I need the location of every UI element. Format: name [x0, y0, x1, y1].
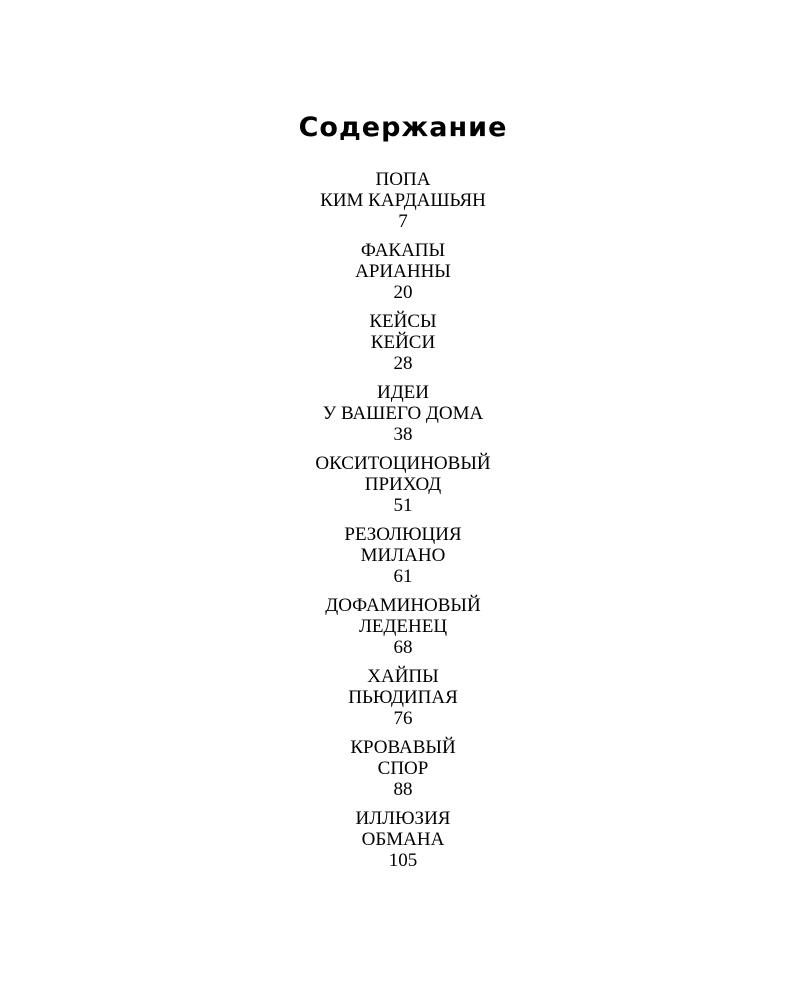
toc-entry-title-line-1: КЕЙСЫ — [369, 311, 437, 332]
toc-entry — [0, 169, 800, 240]
toc-entry — [0, 382, 800, 453]
toc-entry-title-line-2: АРИАННЫ — [355, 261, 451, 282]
toc-entry — [0, 595, 800, 666]
toc-entry-title-line-2: КИМ КАРДАШЬЯН — [320, 190, 486, 211]
toc-entry-title-line-2: МИЛАНО — [360, 545, 446, 566]
toc-entry-page-number: 51 — [393, 495, 413, 516]
toc-entry-page-number: 28 — [393, 353, 413, 374]
toc-entry — [0, 737, 800, 808]
toc-entry — [0, 808, 800, 879]
toc-entry-title-line-1: ИДЕИ — [376, 382, 429, 403]
table-of-contents — [0, 169, 800, 879]
toc-entry-title-line-1: КРОВАВЫЙ — [350, 737, 456, 758]
toc-entry-title-line-2: ЛЕДЕНЕЦ — [358, 616, 448, 637]
toc-entry-page-number: 105 — [388, 850, 418, 871]
toc-entry-title-line-2: ПЬЮДИПАЯ — [348, 687, 458, 708]
toc-entry-page-number: 61 — [393, 566, 413, 587]
toc-entry — [0, 311, 800, 382]
toc-entry-page-number: 88 — [393, 779, 413, 800]
toc-entry-title-line-2: СПОР — [377, 758, 429, 779]
toc-entry-title-line-1: ДОФАМИНОВЫЙ — [325, 595, 481, 616]
toc-entry-title-line-1: ОКСИТОЦИНОВЫЙ — [315, 453, 491, 474]
toc-entry — [0, 666, 800, 737]
toc-entry-title-line-1: РЕЗОЛЮЦИЯ — [344, 524, 462, 545]
toc-entry-page-number: 20 — [393, 282, 413, 303]
toc-entry-title-line-1: ПОПА — [375, 169, 431, 190]
toc-entry — [0, 453, 800, 524]
toc-entry-page-number: 68 — [393, 637, 413, 658]
page-title: Содержание — [298, 112, 508, 143]
toc-entry — [0, 240, 800, 311]
toc-entry-title-line-1: ФАКАПЫ — [360, 240, 446, 261]
toc-entry-page-number: 7 — [398, 211, 408, 232]
toc-entry-title-line-2: ПРИХОД — [364, 474, 442, 495]
toc-entry — [0, 524, 800, 595]
toc-entry-title-line-2: КЕЙСИ — [370, 332, 436, 353]
toc-entry-page-number: 38 — [393, 424, 413, 445]
toc-entry-page-number: 76 — [393, 708, 413, 729]
toc-entry-title-line-2: ОБМАНА — [361, 829, 445, 850]
toc-entry-title-line-2: У ВАШЕГО ДОМА — [322, 403, 484, 424]
toc-entry-title-line-1: ИЛЛЮЗИЯ — [355, 808, 451, 829]
toc-entry-title-line-1: ХАЙПЫ — [367, 666, 439, 687]
